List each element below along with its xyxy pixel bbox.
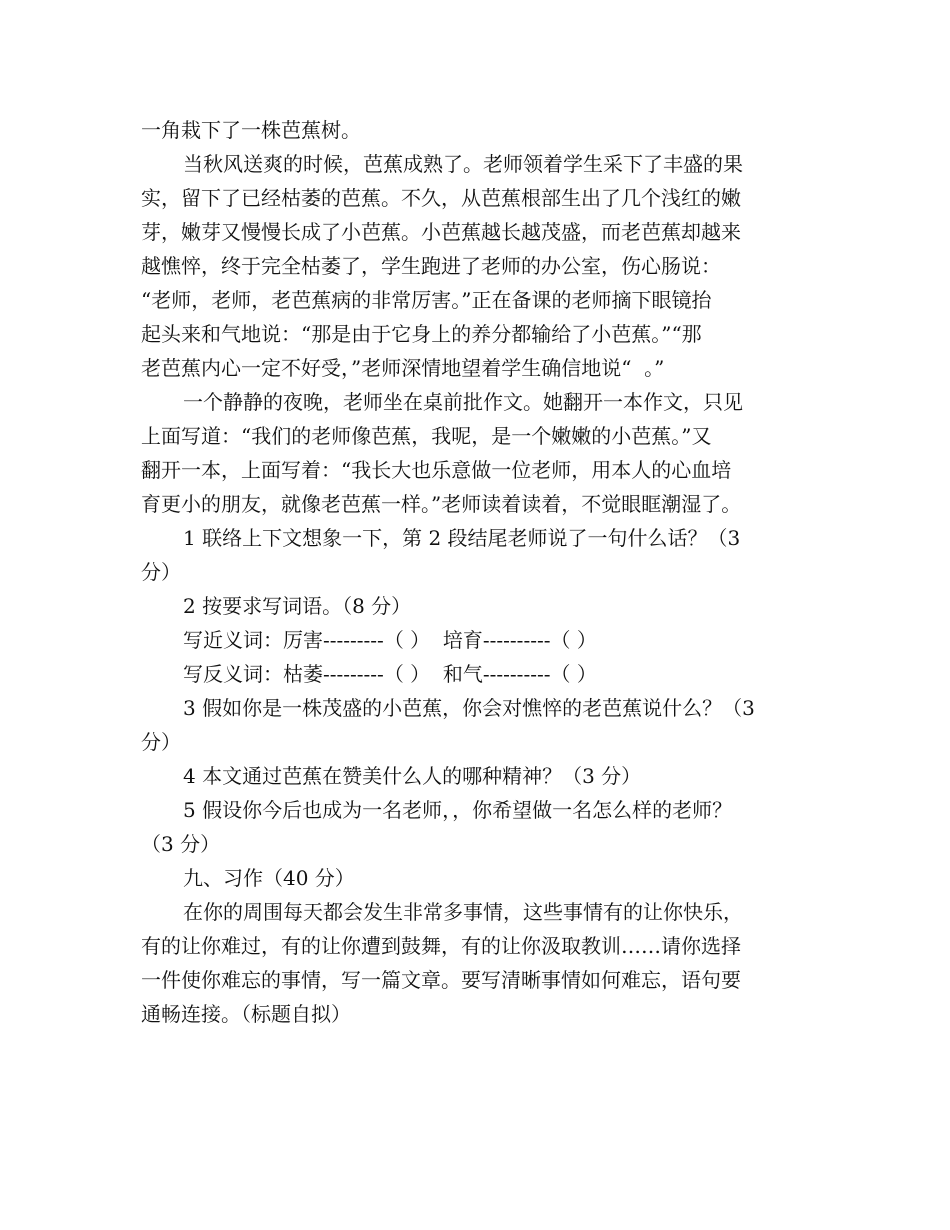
synonym-line: 写近义词：厉害---------（ ） 培育----------（ ） <box>183 628 597 652</box>
text-line: 翻开一本，上面写着：“我长大也乐意做一位老师，用本人的心血培 <box>141 458 732 482</box>
text-line: “老师，老师，老芭蕉病的非常厉害。”正在备课的老师摘下眼镜抬 <box>141 288 712 312</box>
question-3: 3 假如你是一株茂盛的小芭蕉，你会对憔悴的老芭蕉说什么？（3 <box>183 696 755 720</box>
text-line: 育更小的朋友，就像老芭蕉一样。”老师读着读着，不觉眼眶潮湿了。 <box>141 492 742 516</box>
section-heading: 九、习作（40 分） <box>183 866 355 890</box>
text-line: 上面写道：“我们的老师像芭蕉，我呢，是一个嫩嫩的小芭蕉。”又 <box>141 424 712 448</box>
question-5: 5 假设你今后也成为一名老师，，你希望做一名怎么样的老师？ <box>183 798 733 822</box>
text-line: 一个静静的夜晚，老师坐在桌前批作文。她翻开一本作文，只见 <box>183 390 743 414</box>
text-line: 一角栽下了一株芭蕉树。 <box>141 118 361 142</box>
text-line: 当秋风送爽的时候，芭蕉成熟了。老师领着学生采下了丰盛的果 <box>183 152 743 176</box>
question-5-cont: （3 分） <box>141 832 221 856</box>
text-line: 实，留下了已经枯萎的芭蕉。不久，从芭蕉根部生出了几个浅红的嫩 <box>141 186 741 210</box>
text-line: 越憔悴，终于完全枯萎了，学生跑进了老师的办公室，伤心肠说： <box>141 254 721 278</box>
antonym-line: 写反义词：枯萎---------（ ） 和气----------（ ） <box>183 662 597 686</box>
text-line: 一件使你难忘的事情，写一篇文章。要写清晰事情如何难忘，语句要 <box>141 968 741 992</box>
question-4: 4 本文通过芭蕉在赞美什么人的哪种精神？（3 分） <box>183 764 642 788</box>
text-line: 在你的周围每天都会发生非常多事情，这些事情有的让你快乐， <box>183 900 743 924</box>
text-line: 起头来和气地说：“那是由于它身上的养分都输给了小芭蕉。”“那 <box>141 322 702 346</box>
question-1-cont: 分） <box>141 560 181 584</box>
question-3-cont: 分） <box>141 730 181 754</box>
question-1: 1 联络上下文想象一下，第 2 段结尾老师说了一句什么话？（3 <box>183 526 741 550</box>
text-line: 芽，嫩芽又慢慢长成了小芭蕉。小芭蕉越长越茂盛，而老芭蕉却越来 <box>141 220 741 244</box>
text-line: 通畅连接。（标题自拟） <box>141 1002 351 1026</box>
text-line: 老芭蕉内心一定不好受，”老师深情地望着学生确信地说“ 。” <box>141 356 665 380</box>
question-2: 2 按要求写词语。（8 分） <box>183 594 412 618</box>
text-line: 有的让你难过，有的让你遭到鼓舞，有的让你汲取教训……请你选择 <box>141 934 741 958</box>
